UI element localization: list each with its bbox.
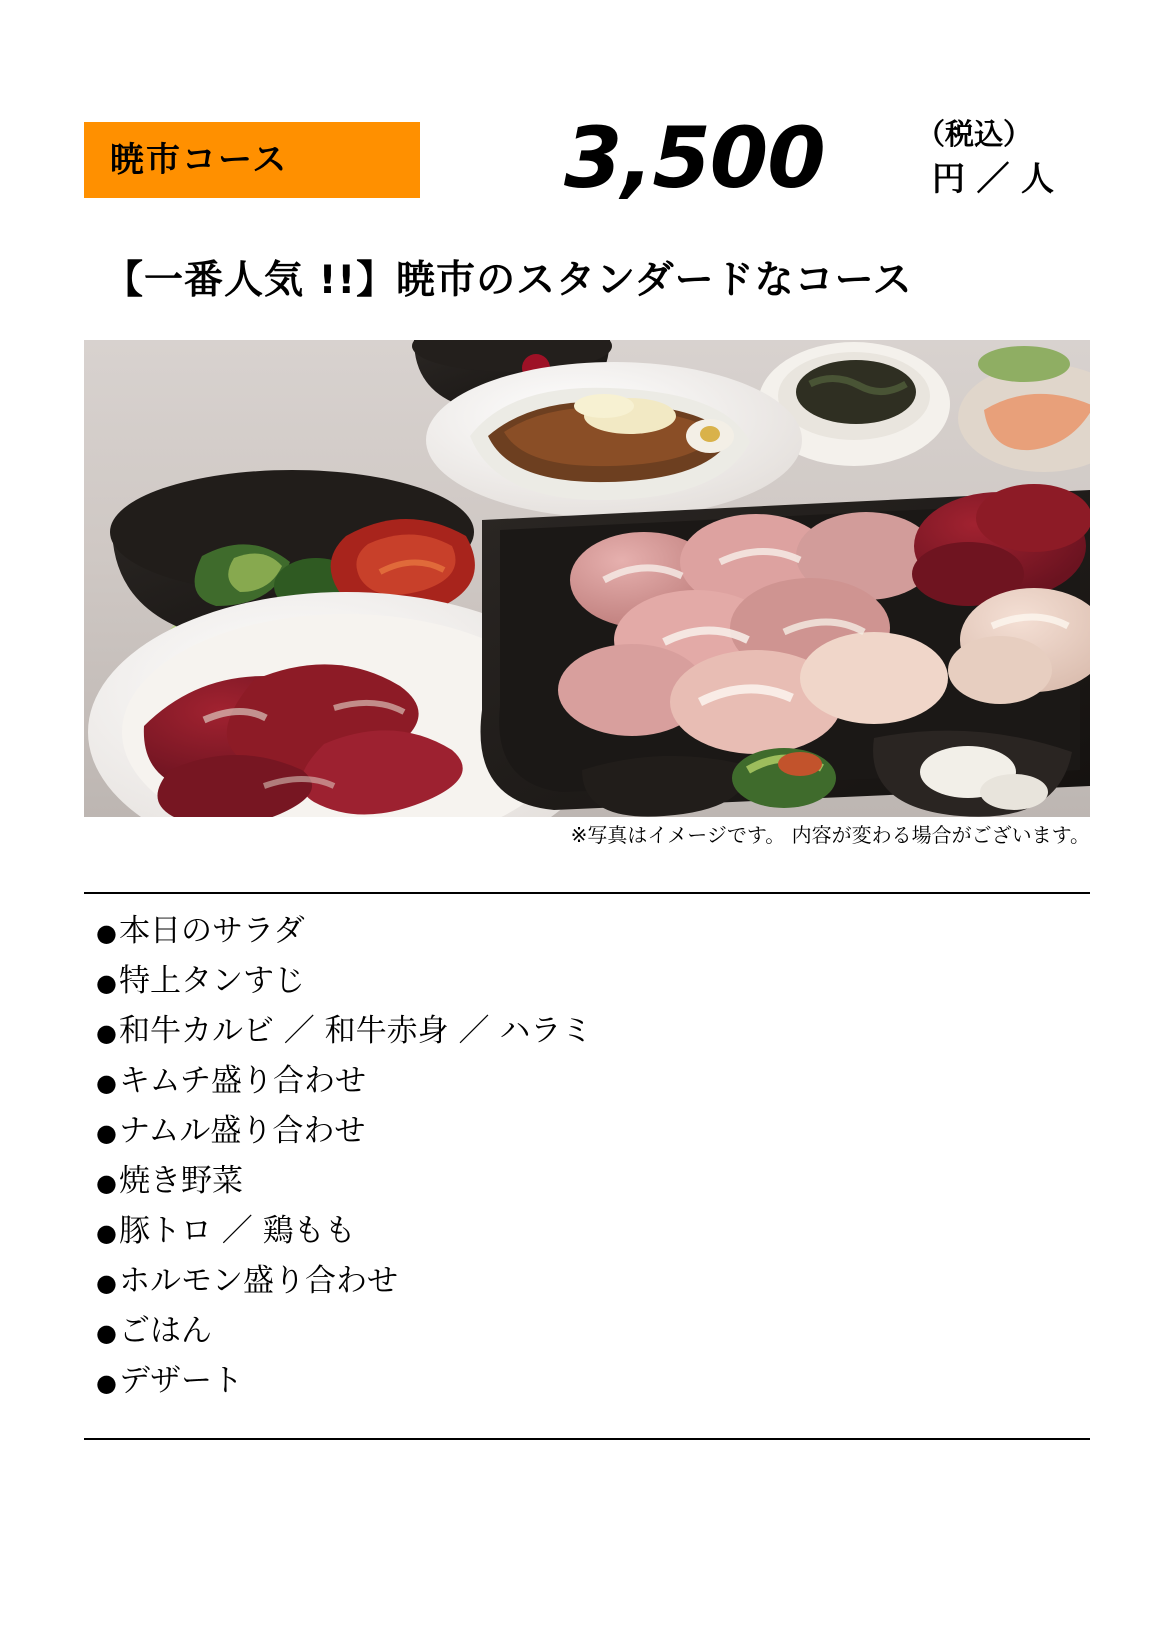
menu-item-label: 豚トロ ／ 鶏もも xyxy=(118,1213,356,1249)
price-amount: 3,500 xyxy=(564,109,825,207)
list-item xyxy=(96,1356,1076,1406)
list-item xyxy=(96,1056,1076,1106)
bullet-icon: ● xyxy=(96,1069,117,1097)
list-item xyxy=(96,1006,1076,1056)
bullet-icon: ● xyxy=(96,1269,117,1297)
bullet-icon: ● xyxy=(96,1319,117,1347)
list-item xyxy=(96,906,1076,956)
price-block xyxy=(564,109,1090,208)
bullet-icon: ● xyxy=(96,1219,117,1247)
bullet-icon: ● xyxy=(96,1169,117,1197)
list-item xyxy=(96,1106,1076,1156)
divider-bottom xyxy=(84,1438,1090,1440)
menu-item-label: ナムル盛り合わせ xyxy=(118,1113,366,1149)
price-tax-note: （税込） xyxy=(916,117,1033,151)
list-item xyxy=(96,956,1076,1006)
menu-item-label: ホルモン盛り合わせ xyxy=(118,1263,398,1299)
menu-list xyxy=(96,906,1076,1406)
bullet-icon: ● xyxy=(96,1119,117,1147)
course-badge xyxy=(84,122,420,198)
menu-item-label: 特上タンすじ xyxy=(118,963,305,999)
page-title: 【一番人気 !!】暁市のスタンダードなコース xyxy=(104,258,913,303)
menu-item-label: キムチ盛り合わせ xyxy=(118,1063,367,1099)
list-item xyxy=(96,1156,1076,1206)
bullet-icon: ● xyxy=(96,1369,117,1397)
menu-item-label: 焼き野菜 xyxy=(118,1163,243,1199)
course-badge-label: 暁市コース xyxy=(110,140,289,180)
menu-item-label: 和牛カルビ ／ 和牛赤身 ／ ハラミ xyxy=(118,1013,593,1049)
menu-item-label: 本日のサラダ xyxy=(118,913,305,949)
photo-disclaimer: ※写真はイメージです。 内容が変わる場合がございます。 xyxy=(570,823,1090,847)
menu-item-label: ごはん xyxy=(118,1313,212,1349)
yakiniku-course-photo xyxy=(84,340,1090,817)
header xyxy=(84,109,1090,207)
bullet-icon: ● xyxy=(96,919,117,947)
bullet-icon: ● xyxy=(96,969,117,997)
bullet-icon: ● xyxy=(96,1019,117,1047)
list-item xyxy=(96,1306,1076,1356)
price-unit-label: 円 ／ 人 xyxy=(932,159,1054,198)
list-item xyxy=(96,1206,1076,1256)
list-item xyxy=(96,1256,1076,1306)
divider-top xyxy=(84,892,1090,894)
menu-item-label: デザート xyxy=(118,1363,243,1399)
